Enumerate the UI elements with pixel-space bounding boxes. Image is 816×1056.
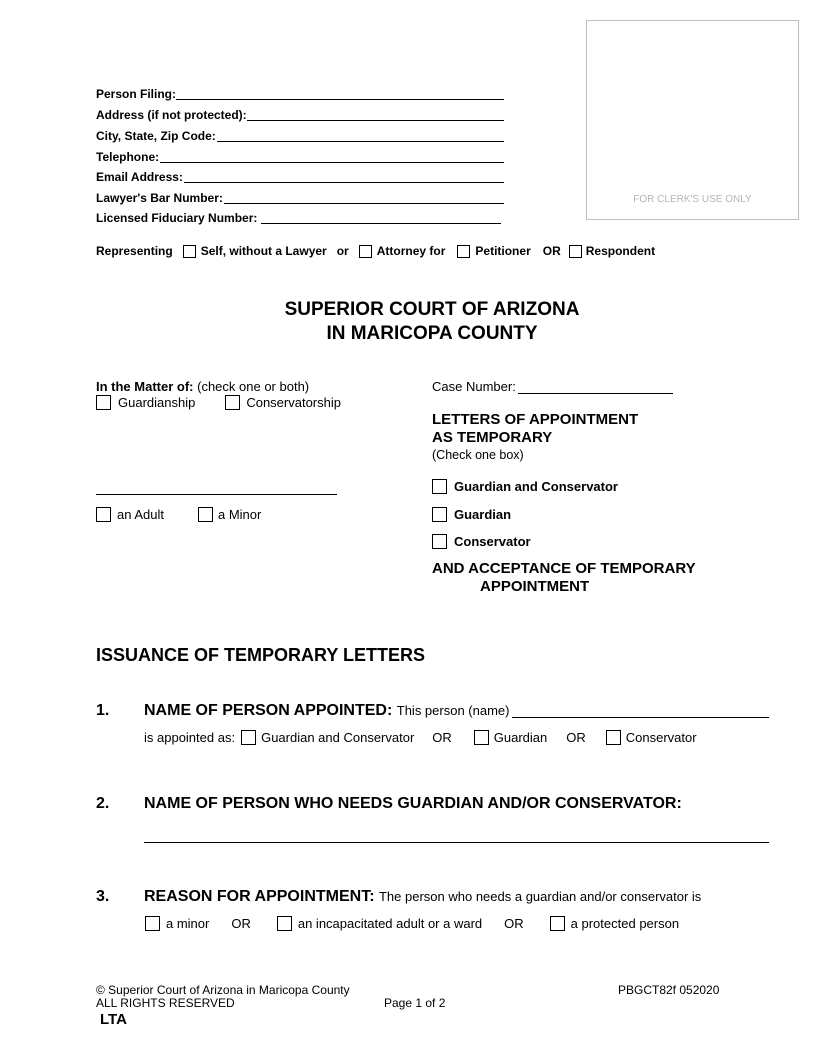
telephone-label: Telephone:	[96, 150, 160, 164]
item3-options-row	[145, 916, 679, 931]
or-label-2: OR	[542, 244, 561, 258]
clerk-use-box	[586, 20, 799, 220]
check-one-hint: (Check one box)	[432, 448, 524, 462]
adult-checkbox[interactable]	[96, 507, 111, 522]
guardianship-label: Guardianship	[118, 395, 196, 410]
email-field[interactable]	[184, 182, 504, 183]
appoint-guardian-label: Guardian	[493, 730, 548, 745]
respondent-checkbox[interactable]	[569, 245, 582, 258]
person-filing-label: Person Filing:	[96, 87, 177, 101]
city-state-zip-label: City, State, Zip Code:	[96, 129, 216, 143]
guardian-label: Guardian	[454, 507, 512, 522]
minor-checkbox[interactable]	[198, 507, 213, 522]
footer-page: Page 1 of 2	[384, 996, 446, 1010]
conservatorship-checkbox[interactable]	[225, 395, 240, 410]
appoint-conservator-label: Conservator	[625, 730, 697, 745]
item3-title-row	[144, 888, 701, 906]
guardianship-checkbox[interactable]	[96, 395, 111, 410]
address-field[interactable]	[247, 120, 504, 121]
footer-lta: LTA	[100, 1011, 127, 1028]
matter-label: In the Matter of:	[96, 379, 194, 394]
case-opt3-row	[432, 534, 531, 549]
matter-hint: (check one or both)	[197, 379, 310, 394]
item3-title: REASON FOR APPOINTMENT:	[144, 888, 375, 905]
petitioner-checkbox[interactable]	[457, 245, 470, 258]
or-label: or	[336, 244, 349, 258]
matter-label-row	[96, 379, 309, 394]
letters-title-line1: LETTERS OF APPOINTMENT	[432, 411, 639, 428]
item1-or-2: OR	[566, 730, 586, 745]
adult-label: an Adult	[117, 507, 164, 522]
fiduciary-number-label: Licensed Fiduciary Number:	[96, 211, 258, 225]
self-checkbox[interactable]	[183, 245, 196, 258]
minor-label: a Minor	[218, 507, 262, 522]
letters-title-line2: AS TEMPORARY	[432, 429, 553, 446]
matter-type-row	[96, 395, 341, 410]
incapacitated-adult-checkbox[interactable]	[277, 916, 292, 931]
email-label: Email Address:	[96, 170, 183, 184]
representing-row	[96, 244, 655, 258]
city-state-zip-field[interactable]	[217, 141, 504, 142]
clerk-use-label: FOR CLERK'S USE ONLY	[633, 194, 752, 205]
guardian-and-conservator-label: Guardian and Conservator	[454, 479, 618, 494]
fiduciary-number-field[interactable]	[261, 223, 501, 224]
minor-person-label: a minor	[166, 916, 210, 931]
guardian-checkbox[interactable]	[432, 507, 447, 522]
conservatorship-label: Conservatorship	[246, 395, 341, 410]
case-number-field[interactable]	[518, 393, 673, 394]
appoint-guardian-checkbox[interactable]	[474, 730, 489, 745]
footer-copyright: © Superior Court of Arizona in Maricopa County	[96, 983, 350, 997]
bar-number-label: Lawyer's Bar Number:	[96, 191, 223, 205]
protected-person-checkbox[interactable]	[550, 916, 565, 931]
person-needing-guardian-field[interactable]	[144, 842, 769, 843]
item1-title: NAME OF PERSON APPOINTED:	[144, 702, 393, 719]
age-row	[96, 507, 261, 522]
person-filing-field[interactable]	[176, 99, 504, 100]
court-title-line2: IN MARICOPA COUNTY	[326, 323, 538, 344]
item1-options-row	[144, 730, 697, 745]
representing-label: Representing	[96, 244, 173, 258]
minor-person-checkbox[interactable]	[145, 916, 160, 931]
item1-title-row	[144, 702, 509, 720]
acceptance-title-line2: APPOINTMENT	[480, 578, 590, 595]
item1-or-1: OR	[432, 730, 452, 745]
item3-or-2: OR	[504, 916, 524, 931]
case-number-label: Case Number:	[432, 379, 516, 394]
address-label: Address (if not protected):	[96, 108, 247, 122]
case-opt1-row	[432, 479, 618, 494]
item3-text: The person who needs a guardian and/or conservator is	[378, 889, 702, 904]
appointee-name-field[interactable]	[512, 717, 769, 718]
appoint-conservator-checkbox[interactable]	[606, 730, 621, 745]
case-opt2-row	[432, 507, 511, 522]
item1-text: This person (name)	[396, 703, 510, 718]
guardian-and-conservator-checkbox[interactable]	[432, 479, 447, 494]
self-label: Self, without a Lawyer	[200, 244, 327, 258]
conservator-label: Conservator	[454, 534, 531, 549]
section-title: ISSUANCE OF TEMPORARY LETTERS	[96, 645, 426, 665]
acceptance-title-line1: AND ACCEPTANCE OF TEMPORARY	[432, 560, 696, 577]
court-title-line1: SUPERIOR COURT OF ARIZONA	[284, 299, 580, 320]
matter-name-field[interactable]	[96, 494, 337, 495]
telephone-field[interactable]	[160, 162, 504, 163]
petitioner-label: Petitioner	[475, 244, 531, 258]
attorney-label: Attorney for	[376, 244, 446, 258]
item3-number: 3.	[96, 888, 110, 905]
protected-person-label: a protected person	[570, 916, 680, 931]
item3-or-1: OR	[231, 916, 251, 931]
respondent-label: Respondent	[585, 244, 656, 258]
appointed-as-label: is appointed as:	[144, 730, 236, 745]
item2-number: 2.	[96, 795, 110, 812]
appoint-guardian-and-conservator-checkbox[interactable]	[241, 730, 256, 745]
appoint-guardian-and-conservator-label: Guardian and Conservator	[261, 730, 415, 745]
footer-rights: ALL RIGHTS RESERVED	[96, 996, 235, 1010]
item1-number: 1.	[96, 702, 110, 719]
attorney-checkbox[interactable]	[359, 245, 372, 258]
conservator-checkbox[interactable]	[432, 534, 447, 549]
footer-form-code: PBGCT82f 052020	[618, 983, 720, 997]
item2-title: NAME OF PERSON WHO NEEDS GUARDIAN AND/OR CONSERVATOR:	[144, 795, 682, 812]
bar-number-field[interactable]	[224, 203, 504, 204]
incapacitated-adult-label: an incapacitated adult or a ward	[297, 916, 483, 931]
